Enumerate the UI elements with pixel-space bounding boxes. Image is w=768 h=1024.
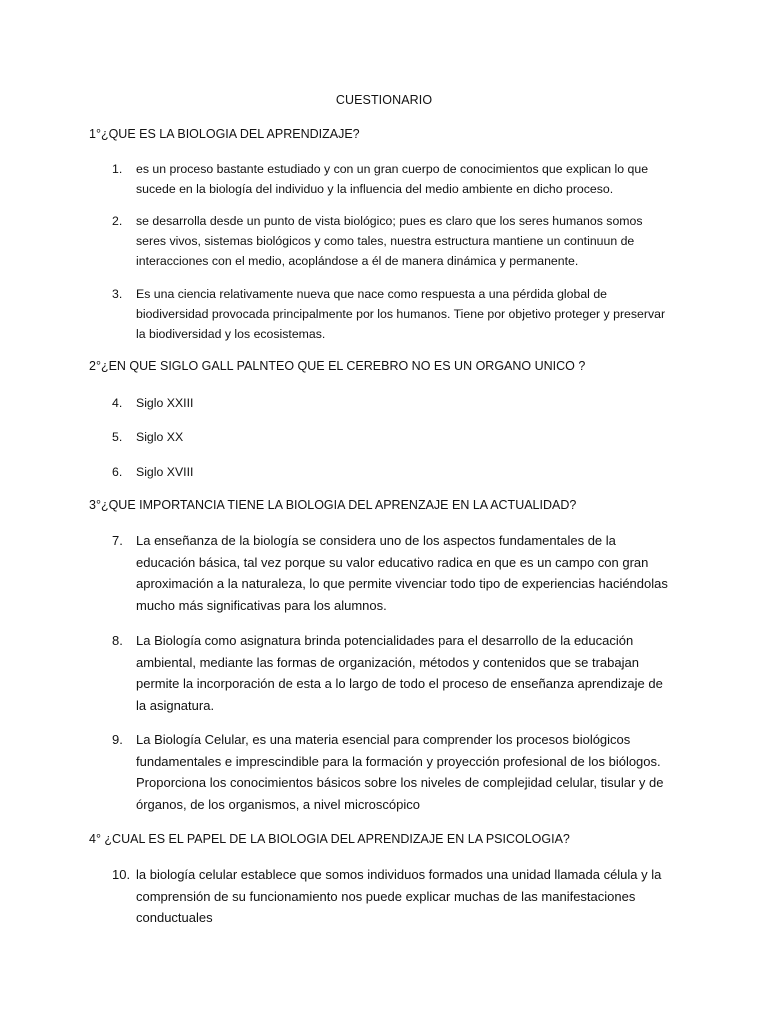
question-3-heading: 3°¿QUE IMPORTANCIA TIENE LA BIOLOGIA DEL APRENZAJE EN LA ACTUALIDAD?	[89, 498, 577, 512]
question-4-heading: 4° ¿CUAL ES EL PAPEL DE LA BIOLOGIA DEL APRENDIZAJE EN LA PSICOLOGIA?	[89, 832, 570, 846]
answer-number: 10.	[112, 867, 131, 882]
answer-number: 1.	[112, 162, 123, 176]
answer-text: La Biología Celular, es una materia esencial para comprender los procesos biológicos fundamentales e imprescindible para la formación y proyección profesional de los biólogos. Proporciona los conocimientos básicos sobre los niveles de complejidad celular, tisular y de órganos, de los organismos, a nivel microscópico	[136, 732, 664, 813]
answer-number: 3.	[112, 287, 123, 301]
answer-item-4	[112, 393, 672, 413]
answer-number: 5.	[112, 430, 123, 444]
answer-number: 9.	[112, 732, 123, 747]
answer-item-6	[112, 462, 672, 482]
answer-item-1	[112, 159, 672, 199]
answer-text: Siglo XVIII	[136, 465, 194, 479]
answer-text: es un proceso bastante estudiado y con un gran cuerpo de conocimientos que explican lo que sucede en la biología del individuo y la influencia del medio ambiente en dicho proceso.	[136, 162, 649, 196]
answer-text: La Biología como asignatura brinda potencialidades para el desarrollo de la educación ambiental, mediante las formas de organización, métodos y contenidos que se trabajan permite la incorporación de esta a lo largo de todo el proceso de enseñanza aprendizaje de la asignatura.	[136, 633, 663, 714]
answer-item-5	[112, 427, 672, 447]
answer-text: Siglo XX	[136, 430, 184, 444]
answer-item-3	[112, 284, 672, 344]
answer-text: Siglo XXIII	[136, 396, 194, 410]
page-title: CUESTIONARIO	[335, 93, 433, 107]
answer-text: se desarrolla desde un punto de vista biológico; pues es claro que los seres humanos somos seres vivos, sistemas biológicos y como tales, nuestra estructura mantiene un continuun de interacciones con el medio, acoplándose a él de manera dinámica y permanente.	[136, 214, 643, 268]
answer-number: 8.	[112, 633, 123, 648]
answer-item-10	[112, 864, 672, 929]
answer-item-7	[112, 530, 672, 617]
answer-text: La enseñanza de la biología se considera uno de los aspectos fundamentales de la educación básica, tal vez porque su valor educativo radica en que es un campo con gran aproximación a la naturaleza, lo que permite vivenciar todo tipo de experiencias haciéndolas mucho más significativas para los alumnos.	[136, 533, 668, 614]
question-2-heading: 2°¿EN QUE SIGLO GALL PALNTEO QUE EL CEREBRO NO ES UN ORGANO UNICO ?	[89, 359, 586, 373]
answer-number: 6.	[112, 465, 123, 479]
answer-item-2	[112, 211, 672, 271]
answer-number: 7.	[112, 533, 123, 548]
answer-number: 2.	[112, 214, 123, 228]
answer-item-8	[112, 630, 672, 717]
answer-item-9	[112, 729, 672, 816]
answer-text: la biología celular establece que somos individuos formados una unidad llamada célula y la comprensión de su funcionamiento nos puede explicar muchas de las manifestaciones conductuales	[136, 867, 662, 926]
question-1-heading: 1°¿QUE ES LA BIOLOGIA DEL APRENDIZAJE?	[89, 127, 360, 141]
answer-number: 4.	[112, 396, 123, 410]
answer-text: Es una ciencia relativamente nueva que nace como respuesta a una pérdida global de biodiversidad provocada principalmente por los humanos. Tiene por objetivo proteger y preservar la biodiversidad y los ecosistemas.	[136, 287, 666, 341]
